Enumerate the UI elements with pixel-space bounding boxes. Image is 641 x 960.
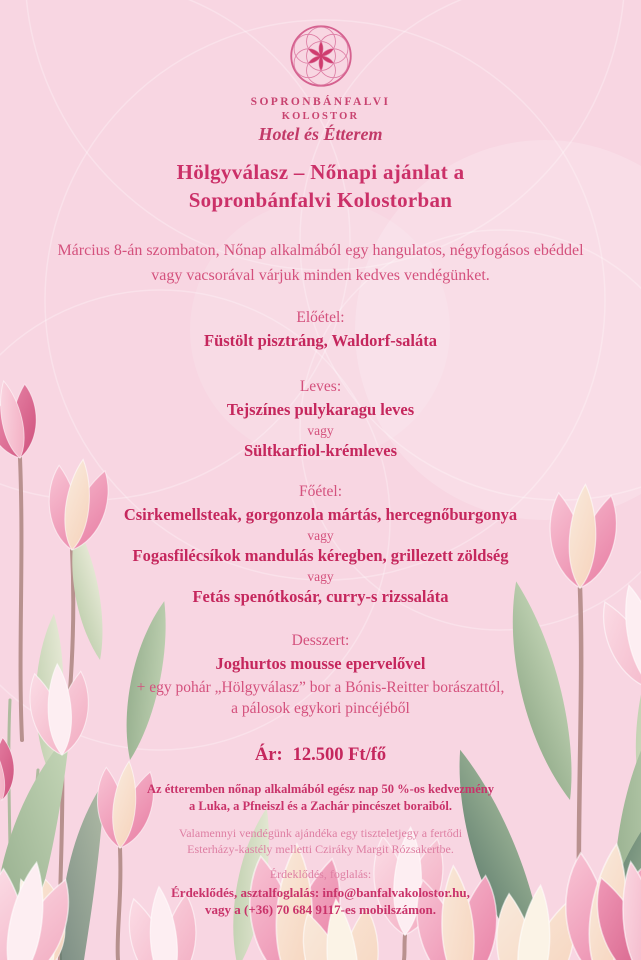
title-line1: Hölgyválasz – Nőnapi ajánlat a: [176, 160, 465, 184]
dish-item: Joghurtos mousse epervelővel: [215, 653, 426, 673]
gift-note: [0, 825, 641, 857]
or-separator: vagy: [307, 422, 334, 438]
course-dessert: [0, 632, 641, 720]
contact-info: [0, 884, 641, 919]
course-label: Leves:: [299, 377, 342, 395]
title-line2: Sopronbánfalvi Kolostorban: [188, 187, 453, 212]
or-separator: vagy: [307, 569, 334, 585]
price: [0, 745, 641, 766]
discount-note: [0, 781, 641, 815]
course-label: Főétel:: [298, 483, 343, 501]
discount-line2: a Luka, a Pfneiszl és a Zachár pincészet boraiból.: [189, 799, 452, 814]
or-separator: vagy: [307, 528, 334, 544]
price-value: 12.500 Ft/fő: [292, 745, 387, 766]
course-main: [0, 483, 641, 606]
course-label: Desszert:: [291, 631, 350, 649]
dish-item: Tejszínes pulykaragu leves: [226, 399, 415, 419]
intro-line1: Március 8-án szombaton, Nőnap alkalmából egy hangulatos, négyfogásos ebéddel: [57, 242, 584, 260]
dish-item: Fogasfilécsíkok mandulás kéregben, grillezett zöldség: [132, 546, 509, 566]
course-soup: [0, 378, 641, 461]
dish-item: Fetás spenótkosár, curry-s rizssaláta: [192, 587, 449, 607]
logo-name-line2: KOLOSTOR: [281, 111, 360, 122]
gift-line1: Valamennyi vendégünk ajándéka egy tiszteletjegy a fertődi: [178, 826, 463, 841]
dish-item: Sültkarfiol-krémleves: [243, 440, 398, 460]
logo-tagline: Hotel és Étterem: [258, 124, 383, 144]
logo-flower-icon: [287, 22, 355, 90]
course-label: Előétel:: [296, 309, 345, 327]
gift-line2: Esterházy-kastély melletti Cziráky Margit Rózsakertbe.: [187, 842, 454, 857]
discount-line1: Az étteremben nőnap alkalmából egész nap 50 %-os kedvezmény: [147, 782, 494, 797]
page-title: [0, 159, 641, 214]
dessert-note-line2: a pálosok egykori pincéjéből: [231, 699, 410, 717]
intro-line2: vagy vacsorával várjuk minden kedves vendégünket.: [151, 267, 490, 285]
dessert-note-line1: + egy pohár „Hölgyválasz” bor a Bónis-Reitter borászattól,: [136, 678, 505, 696]
contact-heading: Érdeklődés, foglalás:: [269, 867, 372, 882]
dish-item: Füstölt pisztráng, Waldorf-saláta: [204, 331, 437, 351]
logo-name-line1: SOPRONBÁNFALVI: [250, 96, 391, 108]
logo: [0, 22, 641, 145]
dish-item: Csirkemellsteak, gorgonzola mártás, hercegnőburgonya: [123, 505, 518, 525]
intro-text: [31, 239, 611, 289]
dessert-note: [0, 677, 641, 720]
contact-line1: Érdeklődés, asztalfoglalás: info@banfalvakolostor.hu,: [171, 884, 470, 900]
price-label: Ár:: [254, 745, 283, 766]
contact-line2: vagy a (+36) 70 684 9117-es mobilszámon.: [205, 902, 436, 918]
course-starter: [0, 309, 641, 351]
